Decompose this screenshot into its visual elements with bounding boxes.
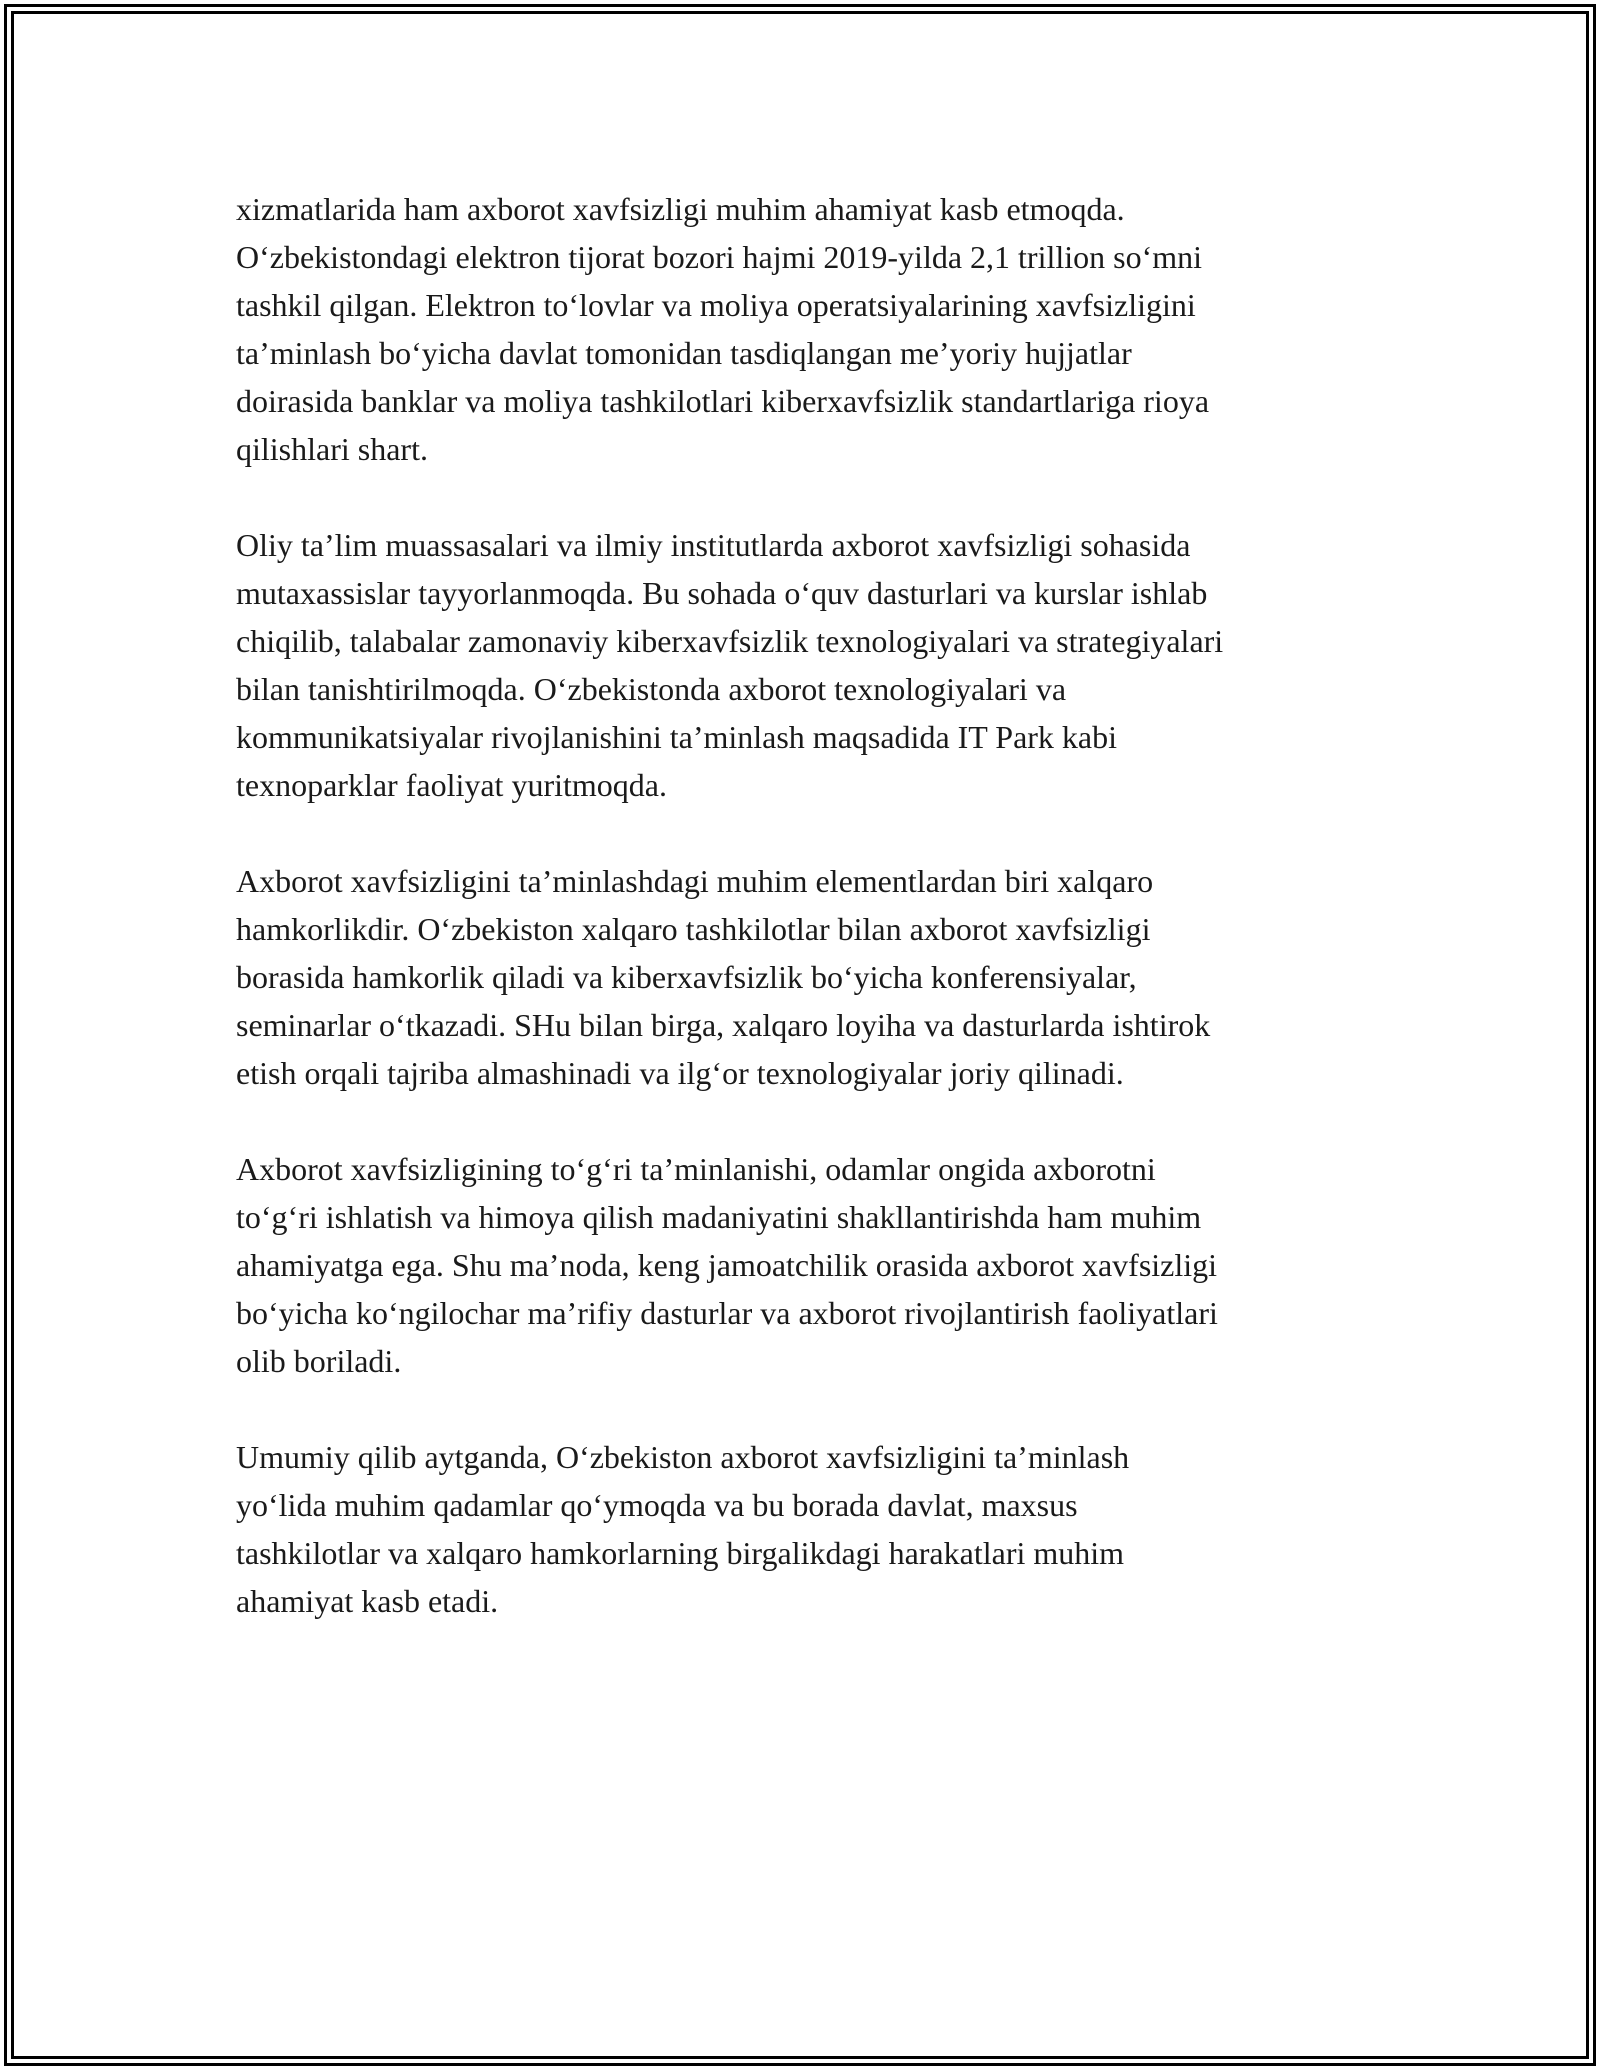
paragraph-3: [236, 857, 1396, 1097]
document-body: [236, 185, 1396, 1673]
text-line: seminarlar o‘tkazadi. SHu bilan birga, xalqaro loyiha va dasturlarda ishtirok: [236, 1007, 1211, 1043]
text-line: chiqilib, talabalar zamonaviy kiberxavfsizlik texnologiyalari va strategiyalari: [236, 623, 1224, 659]
paragraph-2: [236, 521, 1396, 809]
text-line: ahamiyat kasb etadi.: [236, 1583, 499, 1619]
text-line: borasida hamkorlik qiladi va kiberxavfsizlik bo‘yicha konferensiyalar,: [236, 959, 1137, 995]
text-line: O‘zbekistondagi elektron tijorat bozori hajmi 2019-yilda 2,1 trillion so‘mni: [236, 239, 1203, 275]
text-line: hamkorlikdir. O‘zbekiston xalqaro tashkilotlar bilan axborot xavfsizligi: [236, 911, 1151, 947]
text-line: to‘g‘ri ishlatish va himoya qilish madaniyatini shakllantirishda ham muhim: [236, 1199, 1202, 1235]
text-line: mutaxassislar tayyorlanmoqda. Bu sohada o‘quv dasturlari va kurslar ishlab: [236, 575, 1208, 611]
text-line: doirasida banklar va moliya tashkilotlari kiberxavfsizlik standartlariga rioya: [236, 383, 1210, 419]
text-line: Axborot xavfsizligining to‘g‘ri ta’minlanishi, odamlar ongida axborotni: [236, 1151, 1156, 1187]
text-line: bo‘yicha ko‘ngilochar ma’rifiy dasturlar va axborot rivojlantirish faoliyatlari: [236, 1295, 1218, 1331]
text-line: olib boriladi.: [236, 1343, 402, 1379]
text-line: Umumiy qilib aytganda, O‘zbekiston axborot xavfsizligini ta’minlash: [236, 1439, 1130, 1475]
paragraph-4: [236, 1145, 1396, 1385]
text-line: ahamiyatga ega. Shu ma’noda, keng jamoatchilik orasida axborot xavfsizligi: [236, 1247, 1218, 1283]
text-line: etish orqali tajriba almashinadi va ilg‘or texnologiyalar joriy qilinadi.: [236, 1055, 1124, 1091]
text-line: yo‘lida muhim qadamlar qo‘ymoqda va bu borada davlat, maxsus: [236, 1487, 1078, 1523]
text-line: tashkilotlar va xalqaro hamkorlarning birgalikdagi harakatlari muhim: [236, 1535, 1125, 1571]
paragraph-1: [236, 185, 1396, 473]
text-line: tashkil qilgan. Elektron to‘lovlar va moliya operatsiyalarining xavfsizligini: [236, 287, 1196, 323]
paragraph-5: [236, 1433, 1396, 1625]
text-line: ta’minlash bo‘yicha davlat tomonidan tasdiqlangan me’yoriy hujjatlar: [236, 335, 1132, 371]
text-line: Oliy ta’lim muassasalari va ilmiy institutlarda axborot xavfsizligi sohasida: [236, 527, 1191, 563]
text-line: texnoparklar faoliyat yuritmoqda.: [236, 767, 667, 803]
text-line: xizmatlarida ham axborot xavfsizligi muhim ahamiyat kasb etmoqda.: [236, 191, 1125, 227]
text-line: qilishlari shart.: [236, 431, 428, 467]
text-line: bilan tanishtirilmoqda. O‘zbekistonda axborot texnologiyalari va: [236, 671, 1067, 707]
text-line: kommunikatsiyalar rivojlanishini ta’minlash maqsadida IT Park kabi: [236, 719, 1118, 755]
text-line: Axborot xavfsizligini ta’minlashdagi muhim elementlardan biri xalqaro: [236, 863, 1154, 899]
